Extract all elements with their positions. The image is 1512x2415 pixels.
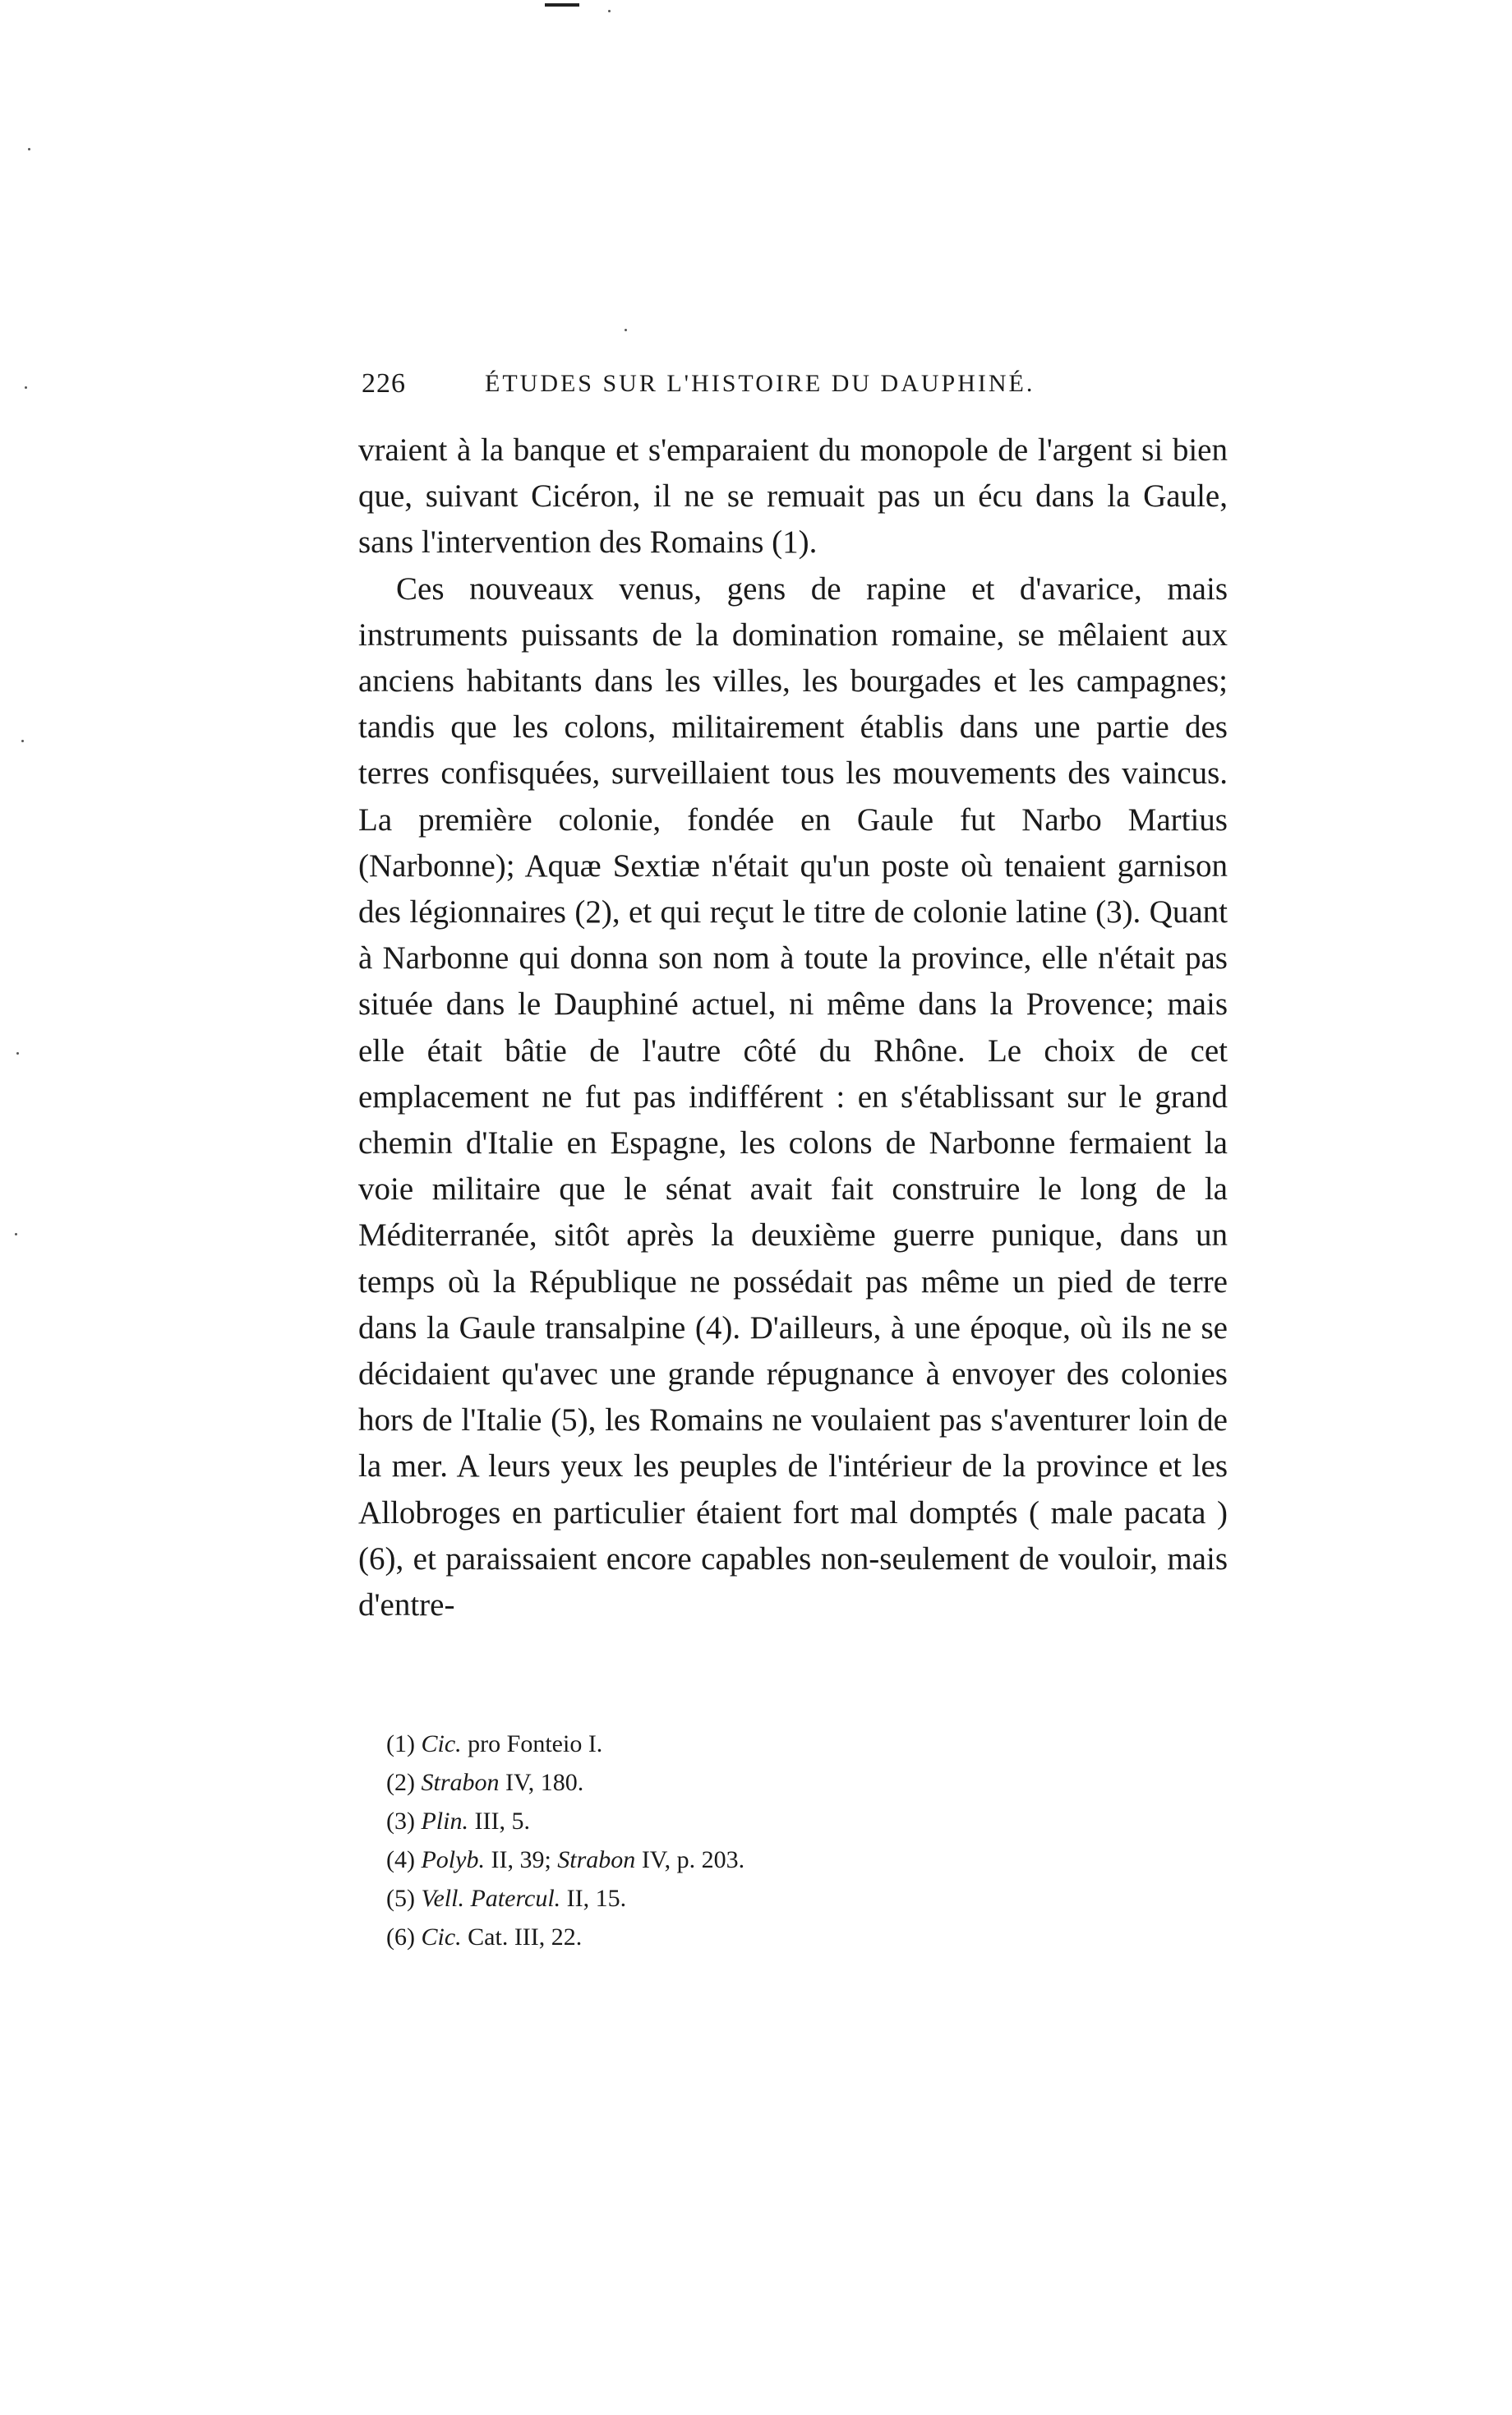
- scan-dot: [625, 329, 627, 331]
- footnote-ref: IV, 180.: [505, 1769, 584, 1796]
- footnote-source: Strabon: [557, 1846, 636, 1873]
- footnote: [386, 1879, 961, 1918]
- footnote: [386, 1763, 961, 1802]
- footnote-ref: IV, p. 203.: [641, 1846, 745, 1873]
- scan-mark: [545, 3, 579, 7]
- footnote-source: Polyb.: [421, 1846, 485, 1873]
- footnote-ref: pro Fonteio I.: [468, 1730, 603, 1757]
- footnote-ref: Cat. III, 22.: [468, 1923, 583, 1951]
- footnote-ref: III, 5.: [474, 1808, 530, 1835]
- page-number: 226: [362, 368, 406, 399]
- footnote-mark: (4): [386, 1846, 415, 1873]
- running-header: [362, 368, 1068, 404]
- footnote: [386, 1840, 961, 1879]
- scan-dot: [16, 1052, 19, 1055]
- footnote-source: Vell. Patercul.: [421, 1885, 561, 1912]
- running-title: ÉTUDES SUR L'HISTOIRE DU DAUPHINÉ.: [485, 370, 1035, 397]
- footnote-ref: II, 39;: [491, 1846, 551, 1873]
- scan-dot: [15, 1233, 17, 1235]
- main-text: [358, 427, 1228, 1628]
- footnotes: [386, 1725, 961, 1956]
- footnote-mark: (5): [386, 1885, 415, 1912]
- paragraph: vraient à la banque et s'emparaient du monopole de l'argent si bien que, suivant Cicéron, il ne se remuait pas un écu dans la Gaule, sans l'intervention des Romains (1).: [358, 432, 1228, 561]
- scan-dot: [25, 386, 27, 389]
- footnote-source: Cic.: [421, 1923, 462, 1951]
- footnote-mark: (3): [386, 1808, 415, 1835]
- footnote-source: Strabon: [421, 1769, 500, 1796]
- footnote-mark: (2): [386, 1769, 415, 1796]
- scan-dot: [21, 740, 24, 742]
- footnote: [386, 1725, 961, 1763]
- paragraph: Ces nouveaux venus, gens de rapine et d'avarice, mais instruments puissants de la domination romaine, se mêlaient aux anciens habitants dans les villes, les bourgades et les campagnes; tandis que les colons, militairement établis dans une partie des terres confisquées, surveillaient tous les mouvements des vaincus. La première colonie, fondée en Gaule fut Narbo Martius (Narbonne); Aquæ Sextiæ n'était qu'un poste où tenaient garnison des légionnaires (2), et qui reçut le titre de colonie latine (3). Quant à Narbonne qui donna son nom à toute la province, elle n'était pas située dans le Dauphiné actuel, ni même dans la Provence; mais elle était bâtie de l'autre côté du Rhône. Le choix de cet emplacement ne fut pas indifférent : en s'établissant sur le grand chemin d'Italie en Espagne, les colons de Narbonne fermaient la voie militaire que le sénat avait fait construire le long de la Méditerranée, sitôt après la deuxième guerre punique, dans un temps où la République ne possédait pas même un pied de terre dans la Gaule transalpine (4). D'ailleurs, à une époque, où ils ne se décidaient qu'avec une grande répugnance à envoyer des colonies hors de l'Italie (5), les Romains ne voulaient pas s'aventurer loin de la mer. A leurs yeux les peuples de l'intérieur de la province et les Allobroges en particulier étaient fort mal domptés ( male pacata ) (6), et paraissaient encore capables non-seulement de vouloir, mais d'entre-: [358, 570, 1228, 1623]
- footnote-source: Cic.: [421, 1730, 462, 1757]
- footnote-source: Plin.: [421, 1808, 468, 1835]
- footnote-ref: II, 15.: [566, 1885, 627, 1912]
- footnote: [386, 1918, 961, 1956]
- footnote: [386, 1802, 961, 1840]
- footnote-mark: (6): [386, 1923, 415, 1951]
- scan-dot: [28, 148, 30, 150]
- footnote-mark: (1): [386, 1730, 415, 1757]
- scan-dot: [608, 10, 611, 12]
